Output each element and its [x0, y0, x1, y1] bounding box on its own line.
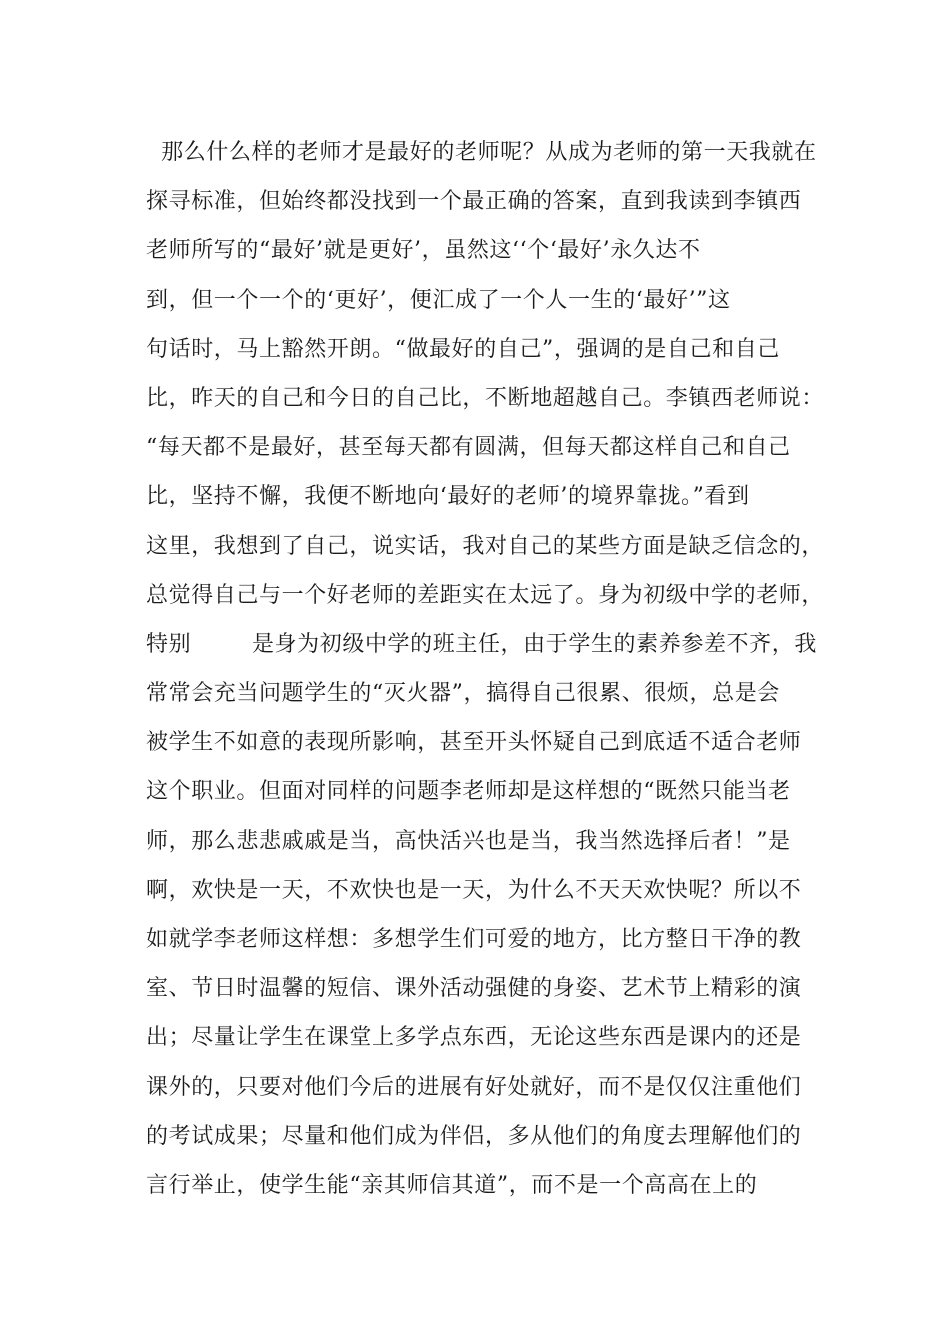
text-line: 如就学李老师这样想：多想学生们可爱的地方，比方整日干净的教: [146, 927, 802, 952]
text-line: 的考试成果；尽量和他们成为伴侣，多从他们的角度去理解他们的: [146, 1123, 802, 1149]
text-line: 那么什么样的老师才是最好的老师呢？从成为老师的第一天我就在: [146, 140, 817, 165]
text-line: 师，那么悲悲戚戚是当，高快活兴也是当，我当然选择后者！”是: [146, 828, 791, 854]
text-line: 到，但一个一个的‘更好’，便汇成了一个人一生的‘最好’”这: [146, 287, 731, 313]
text-line: 探寻标准，但始终都没找到一个最正确的答案，直到我读到李镇西: [146, 189, 802, 215]
text-line: 句话时，马上豁然开朗。“做最好的自己”，强调的是自己和自己: [146, 336, 780, 362]
text-line: 常常会充当问题学生的“灭火器”，搞得自己很累、很烦，总是会: [146, 681, 780, 707]
text-line: 室、节日时温馨的短信、课外活动强健的身姿、艺术节上精彩的演: [146, 976, 802, 1002]
text-line: 特别 是身为初级中学的班主任，由于学生的素养参差不齐，我: [146, 631, 817, 657]
text-line: 总觉得自己与一个好老师的差距实在太远了。身为初级中学的老师，: [146, 582, 825, 608]
text-line: 比，昨天的自己和今日的自己比，不断地超越自己。李镇西老师说：: [146, 385, 825, 411]
text-line: “每天都不是最好，甚至每天都有圆满，但每天都这样自己和自己: [146, 435, 791, 461]
text-line: 比，坚持不懈，我便不断地向‘最好的老师’的境界靠拢。”看到: [146, 484, 750, 510]
text-line: 言行举止，使学生能“亲其师信其道”，而不是一个高高在上的: [146, 1172, 758, 1198]
text-line: 出；尽量让学生在课堂上多学点东西，无论这些东西是课内的还是: [146, 1025, 802, 1051]
text-line: 这个职业。但面对同样的问题李老师却是这样想的“既然只能当老: [146, 779, 791, 805]
text-line: 这里，我想到了自己，说实话，我对自己的某些方面是缺乏信念的，: [146, 533, 825, 559]
text-line: 啊，欢快是一天，不欢快也是一天，为什么不天天欢快呢？所以不: [146, 877, 802, 903]
text-line: 老师所写的“最好’就是更好’，虽然这‘‘个‘最好’永久达不: [146, 238, 701, 264]
essay-paragraph: [146, 133, 825, 1215]
text-line: 被学生不如意的表现所影响，甚至开头怀疑自己到底适不适合老师: [146, 730, 802, 756]
text-line: 课外的，只要对他们今后的进展有好处就好，而不是仅仅注重他们: [146, 1074, 802, 1100]
